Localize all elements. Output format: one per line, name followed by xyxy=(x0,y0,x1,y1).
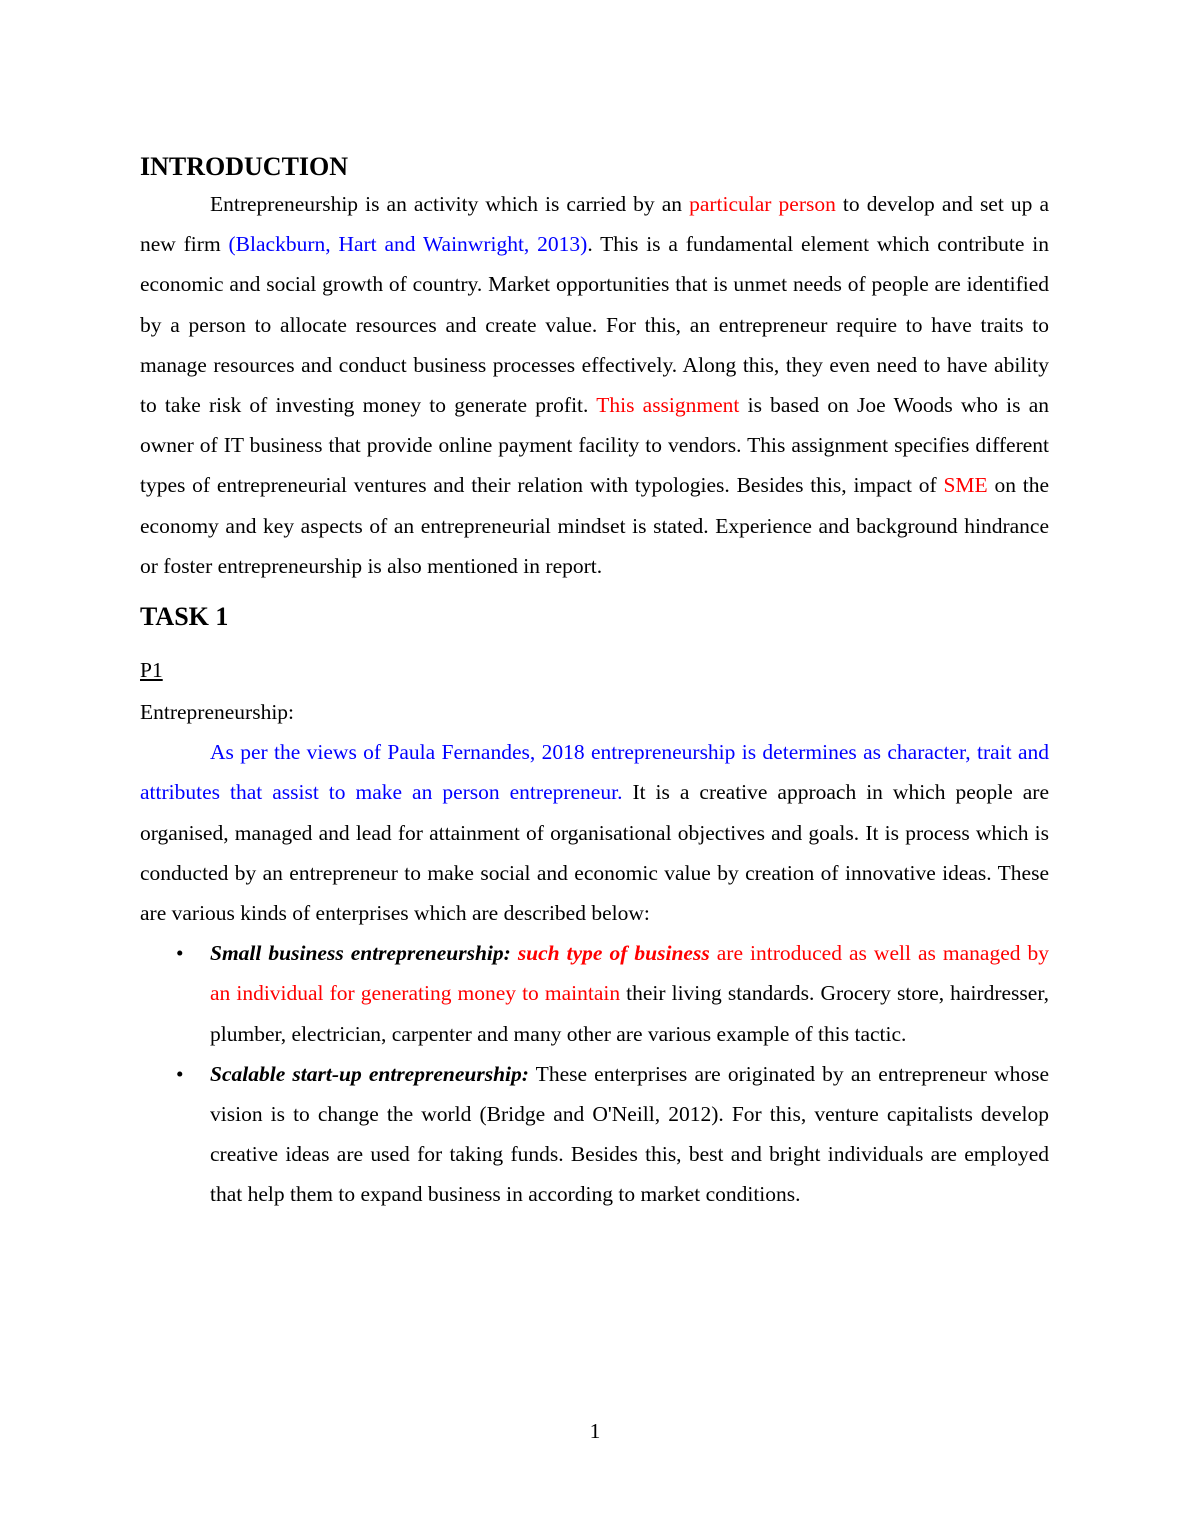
page-number: 1 xyxy=(589,1419,601,1443)
list-item xyxy=(140,933,1049,1054)
entrepreneurship-text: It is a creative approach in which people are organised, managed and lead for attainment of organisational objectives and goals. It is process which is conducted by an entrepreneur to make social and economic value by creation of innovative ideas. These are various kinds of enterprises which are described below: xyxy=(140,780,1049,926)
intro-highlight-this-assignment: This assignment xyxy=(596,393,740,418)
list-item-text xyxy=(210,933,1049,1054)
intro-text-5: on the economy and key aspects of an entrepreneurial mindset is stated. Experience and background hindrance or foster entrepreneurship is also mentioned in report. xyxy=(140,473,1049,578)
intro-text-3: . This is a fundamental element which contribute in economic and social growth of country. Market opportunities that is unmet needs of people are identified by a person to allocate resources and create value. For this, an entrepreneur require to have traits to manage resources and conduct business processes effectively. Along this, they even need to have ability to take risk of investing money to generate profit. xyxy=(140,232,1050,418)
enterprise-types-list xyxy=(140,933,1049,1214)
entrepreneurship-citation-text: As per the views of Paula Fernandes, 2018 entrepreneurship is determines as character, trait and attributes that assist to make an person entrepreneur. xyxy=(140,740,1049,805)
intro-highlight-particular-person: particular person xyxy=(689,192,836,216)
entrepreneurship-paragraph xyxy=(140,732,1049,933)
list-item-text xyxy=(210,1054,1049,1215)
document-page xyxy=(140,150,1049,1215)
intro-text-4: is based on Joe Woods who is an owner of IT business that provide online payment facility to vendors. This assignment specifies different types of entrepreneurial ventures and their relation with typologies. Besides this, impact of xyxy=(140,393,1049,498)
introduction-paragraph xyxy=(140,184,1049,586)
entrepreneurship-label: Entrepreneurship: xyxy=(140,700,295,725)
task1-heading: TASK 1 xyxy=(140,602,229,632)
intro-highlight-sme: SME xyxy=(943,473,988,498)
list-item-title: Scalable start-up entrepreneurship: xyxy=(210,1061,529,1086)
introduction-heading: INTRODUCTION xyxy=(140,152,349,181)
bullet-icon: • xyxy=(176,941,184,966)
list-item-body: These enterprises are originated by an entrepreneur whose vision is to change the world (Bridge and O'Neill, 2012). For this, venture capitalists develop creative ideas are used for taking funds. Besides this, best and bright individuals are employed that help them to expand business in according to market conditions. xyxy=(210,1061,1049,1207)
list-item-highlight-bold: such type of business xyxy=(517,941,710,966)
list-item xyxy=(140,1054,1049,1215)
intro-text-2: to develop and set up a new firm xyxy=(140,192,1049,257)
list-item-title: Small business entrepreneurship: xyxy=(210,941,518,966)
p1-label: P1 xyxy=(140,658,163,683)
bullet-icon: • xyxy=(176,1061,184,1086)
intro-text-1: Entrepreneurship is an activity which is carried by an xyxy=(210,192,690,216)
intro-citation: (Blackburn, Hart and Wainwright, 2013) xyxy=(228,232,588,257)
list-item-body: their living standards. Grocery store, hairdresser, plumber, electrician, carpenter and many other are various example of this tactic. xyxy=(210,981,1049,1046)
list-item-highlight: are introduced as well as managed by an individual for generating money to maintain xyxy=(210,941,1050,1006)
